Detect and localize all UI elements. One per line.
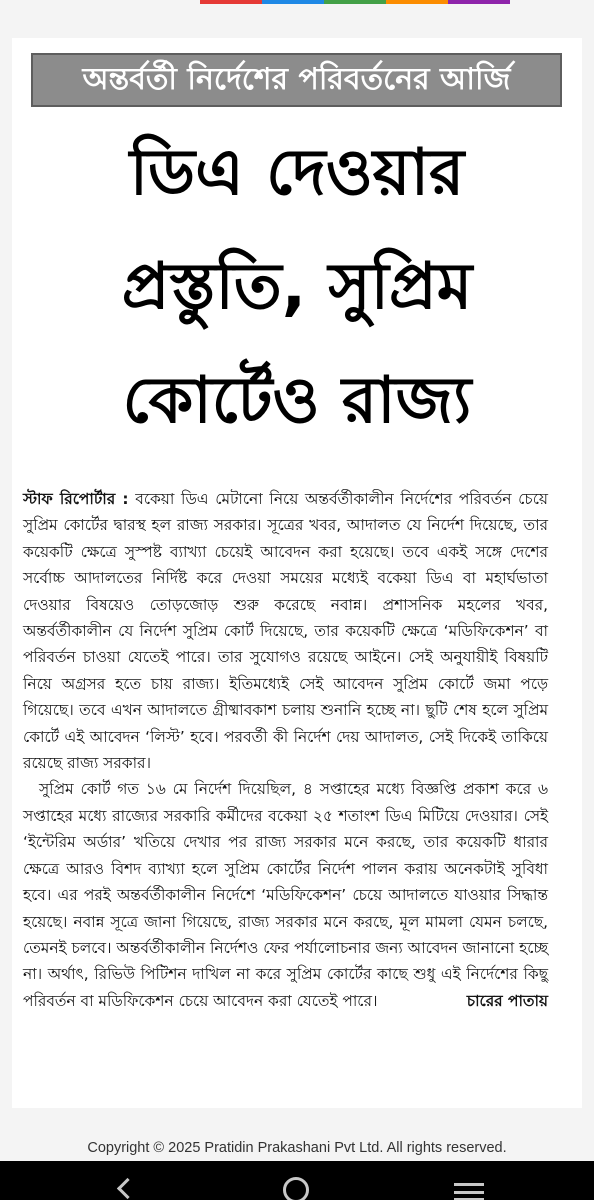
strip-segment-green [324,0,386,4]
paragraph-2-text: সুপ্রিম কোর্ট গত ১৬ মে নির্দেশ দিয়েছিল, ৪ সপ্তাহের মধ্যে বিজ্ঞপ্তি প্রকাশ করে ৬ সপ্তাহের মধ্যে রাজ্যের সরকারি কর্মীদের বকেয়া ২৫ শতাংশ ডিএ মিটিয়ে দেওয়ার। সেই ‘ইন্টেরিম অর্ডার’ খতিয়ে দেখার পর রাজ্য সরকার মনে করছে, তার কয়েকটি ধারার ক্ষেত্রে আরও বিশদ ব্যাখ্যা হলে সুপ্রিম কোর্টের নির্দেশ পালন করায় অনেকটাই সুবিধা হবে। এর পরই অন্তর্বর্তীকালীন নির্দেশে ‘মডিফিকেশন’ চেয়ে আদালতে যাওয়ার সিদ্ধান্ত হয়েছে। নবান্ন সূত্রে জানা গিয়েছে, রাজ্য সরকার মনে করছে, মূল মামলা যেমন চলছে, তেমনই চলবে। অন্তর্বর্তীকালীন নির্দেশও ফের পর্যালোচনার জন্য আবেদন জানানো হচ্ছে না। অর্থাৎ, রিভিউ পিটিশন দাখিল না করে সুপ্রিম কোর্টের কাছে শুধু এই নির্দেশের কিছু পরিবর্তন বা মডিফিকেশন চেয়ে আবেদন করা যেতেই পারে। [23,780,548,1010]
top-color-strip [0,0,594,7]
back-button[interactable] [88,1161,168,1200]
headline-line-3: কোর্টেও রাজ্য [122,364,472,438]
recents-button[interactable] [428,1161,508,1200]
strip-segment-purple [448,0,510,4]
strip-segment-red [200,0,262,4]
strip-segment-blue [262,0,324,4]
article-kicker: অন্তর্বর্তী নির্দেশের পরিবর্তনের আর্জি [31,53,562,107]
article-headline [26,116,568,458]
paragraph-1-text: বকেয়া ডিএ মেটানো নিয়ে অন্তর্বর্তীকালীন নির্দেশের পরিবর্তন চেয়ে সুপ্রিম কোর্টের দ্বারস্থ হল রাজ্য সরকার। সূত্রের খবর, আদালত যে নির্দেশ দিয়েছে, তার কয়েকটি ক্ষেত্রে সুস্পষ্ট ব্যাখ্যা চেয়েই আবেদন করা হয়েছে। তবে একই সঙ্গে দেশের সর্বোচ্চ আদালতের নির্দিষ্ট করে দেওয়া সময়ের মধ্যেই বকেয়া ডিএ বা মহার্ঘভাতা দেওয়ার বিষয়েও তোড়জোড় শুরু করেছে নবান্ন। প্রশাসনিক মহলের খবর, অন্তর্বর্তীকালীন যে নির্দেশ সুপ্রিম কোর্ট দিয়েছে, তার কয়েকটি ক্ষেত্রে ‘মডিফিকেশন’ বা পরিবর্তন চাওয়া যেতেই পারে। তার সুযোগও রয়েছে আইনে। সেই অনুযায়ীই বিষয়টি নিয়ে অগ্রসর হতে চায় রাজ্য। ইতিমধ্যেই সেই আবেদন সুপ্রিম কোর্টে জমা পড়ে গিয়েছে। তবে এখন আদালতে গ্রীষ্মাবকাশ চলায় শুনানি হচ্ছে না। ছুটি শেষ হলে সুপ্রিম কোর্টে এই আবেদন ‘লিস্ট’ হবে। পরবর্তী কী নির্দেশ দেয় আদালত, সেই দিকেই তাকিয়ে রয়েছে রাজ্য সরকার। [23,490,548,773]
recents-lines-icon [454,1183,484,1200]
article-body [23,486,548,1014]
system-navigation-bar [0,1161,594,1200]
copyright-notice: Copyright © 2025 Pratidin Prakashani Pvt Ltd. All rights reserved. [87,1140,507,1156]
back-chevron-icon [117,1178,138,1199]
byline: স্টাফ রিপোর্টার : [23,490,129,508]
continued-on-page[interactable]: চারের পাতায় [459,988,548,1014]
home-button[interactable] [256,1161,336,1200]
headline-line-2: প্রস্তুতি, সুপ্রিম [121,250,473,324]
article-paragraph-1 [23,486,548,776]
home-circle-icon [283,1177,309,1200]
article-paragraph-2 [23,776,548,1014]
strip-segment-orange [386,0,448,4]
headline-line-1: ডিএ দেওয়ার [129,136,465,210]
